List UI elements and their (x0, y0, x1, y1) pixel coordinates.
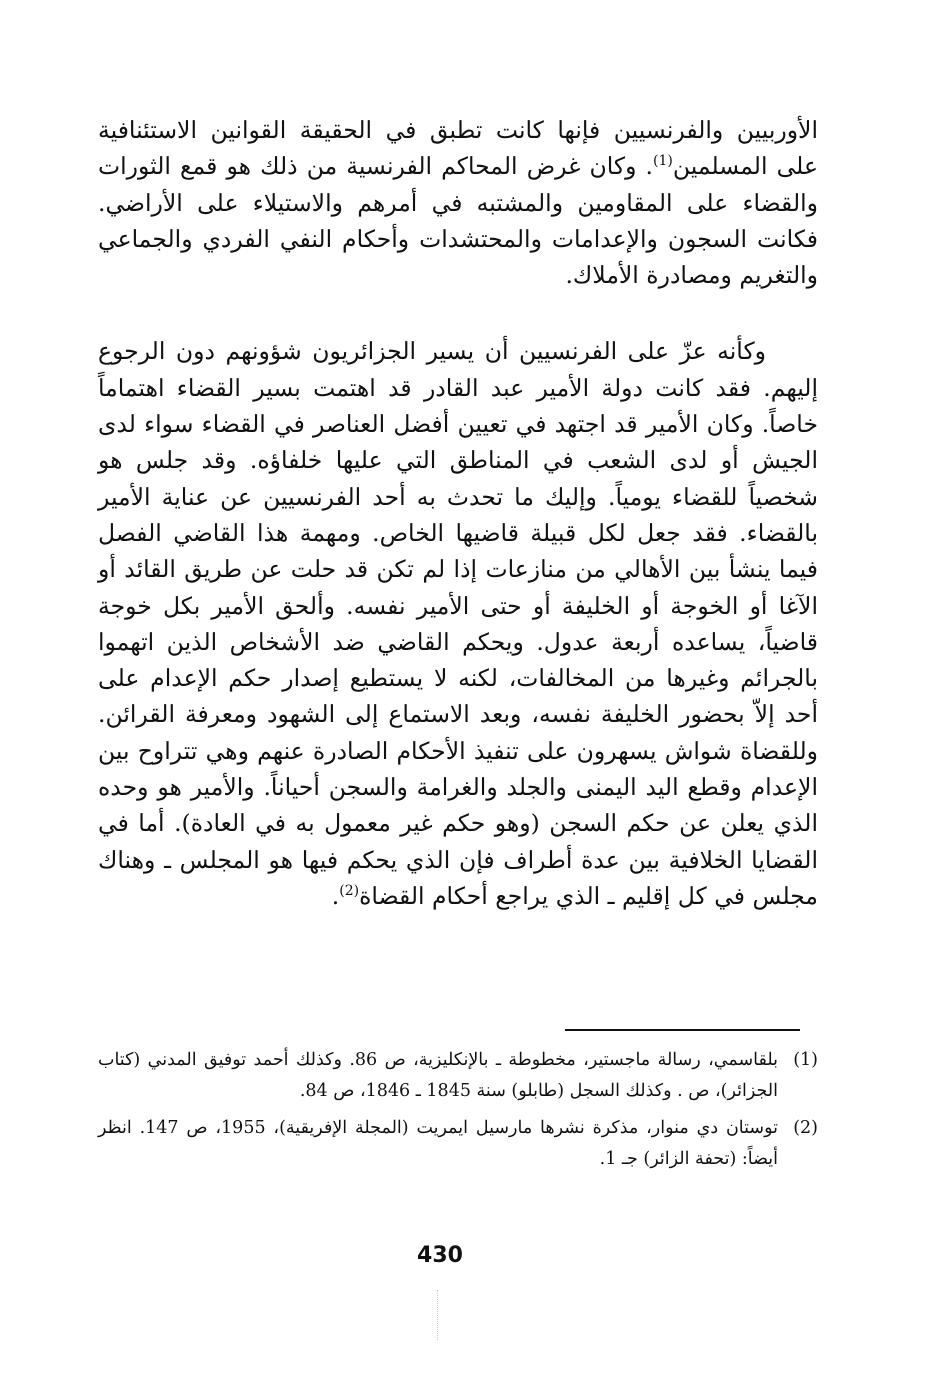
main-text (98, 112, 818, 914)
paragraph-1-text-a: الأوربيين والفرنسيين فإنها كانت تطبق في الحقيقة القوانين الاستئنافية على المسلمين (98, 116, 818, 181)
paragraph-2-text-a: وكأنه عزّ على الفرنسيين أن يسير الجزائريون شؤونهم دون الرجوع إليهم. فقد كانت دولة الأمير عبد القادر قد اهتمت بسير القضاء اهتماماً خاصاً. وكان الأمير قد اجتهد في تعيين أفضل العناصر في القضاء سواء لدى الجيش أو لدى الشعب في المناطق التي عليها خلفاؤه. وقد جلس هو شخصياً للقضاء يومياً. وإليك ما تحدث به أحد الفرنسيين عن عناية الأمير بالقضاء. فقد جعل لكل قبيلة قاضيها الخاص. ومهمة هذا القاضي الفصل فيما ينشأ بين الأهالي من منازعات إذا لم تكن قد حلت عن طريق القائد أو الآغا أو الخوجة أو الخليفة أو حتى الأمير نفسه. وألحق الأمير بكل خوجة قاضياً، يساعده أربعة عدول. ويحكم القاضي ضد الأشخاص الذين اتهموا بالجرائم وغيرها من المخالفات، لكنه لا يستطيع إصدار حكم الإعدام على أحد إلاّ بحضور الخليفة نفسه، وبعد الاستماع إلى الشهود ومعرفة القرائن. وللقضاة شواش يسهرون على تنفيذ الأحكام الصادرة عنهم وهي تتراوح بين الإعدام وقطع اليد اليمنى والجلد والغرامة والسجن أحياناً. والأمير هو وحده الذي يعلن عن حكم السجن (وهو حكم غير معمول به في العادة). أما في القضايا الخلافية بين عدة أطراف فإن الذي يحكم فيها هو المجلس ـ وهناك مجلس في كل إقليم ـ الذي يراجع أحكام القضاة (98, 337, 818, 910)
footnote-divider (565, 1029, 800, 1031)
footnote-2 (98, 1113, 818, 1175)
footnote-1 (98, 1045, 818, 1107)
paragraph-1 (98, 112, 818, 293)
paragraph-2 (98, 333, 818, 914)
footnote-2-text: توستان دي منوار، مذكرة نشرها مارسيل ايمريت (المجلة الإفريقية)، 1955، ص 147. انظر أيضاً: (تحفة الزائر) جـ 1. (98, 1118, 778, 1169)
footnotes (98, 1045, 818, 1181)
footnote-1-number: (1) (793, 1050, 818, 1070)
footnote-2-number: (2) (793, 1118, 818, 1138)
paragraph-1-text-b: . وكان غرض المحاكم الفرنسية من ذلك هو قمع الثورات والقضاء على المقاومين والمشتبه في أمرهم والاستيلاء على الأراضي. فكانت السجون والإعدامات والمحتشدات وأحكام النفي الفردي والجماعي والتغريم ومصادرة الأملاك. (98, 152, 818, 290)
paragraph-2-text-b: . (331, 881, 340, 910)
footnote-ref-1: (1) (653, 153, 673, 170)
scan-artifact (437, 1290, 439, 1340)
footnote-ref-2: (2) (339, 882, 360, 899)
paragraph-gap (98, 293, 818, 333)
footnote-1-text: بلقاسمي، رسالة ماجستير، مخطوطة ـ بالإنكليزية، ص 86. وكذلك أحمد توفيق المدني (كتاب الجزائر)، ص . وكذلك السجل (طابلو) سنة 1845 ـ 1846، ص 84. (98, 1050, 778, 1101)
page-number: 430 (417, 1243, 463, 1268)
